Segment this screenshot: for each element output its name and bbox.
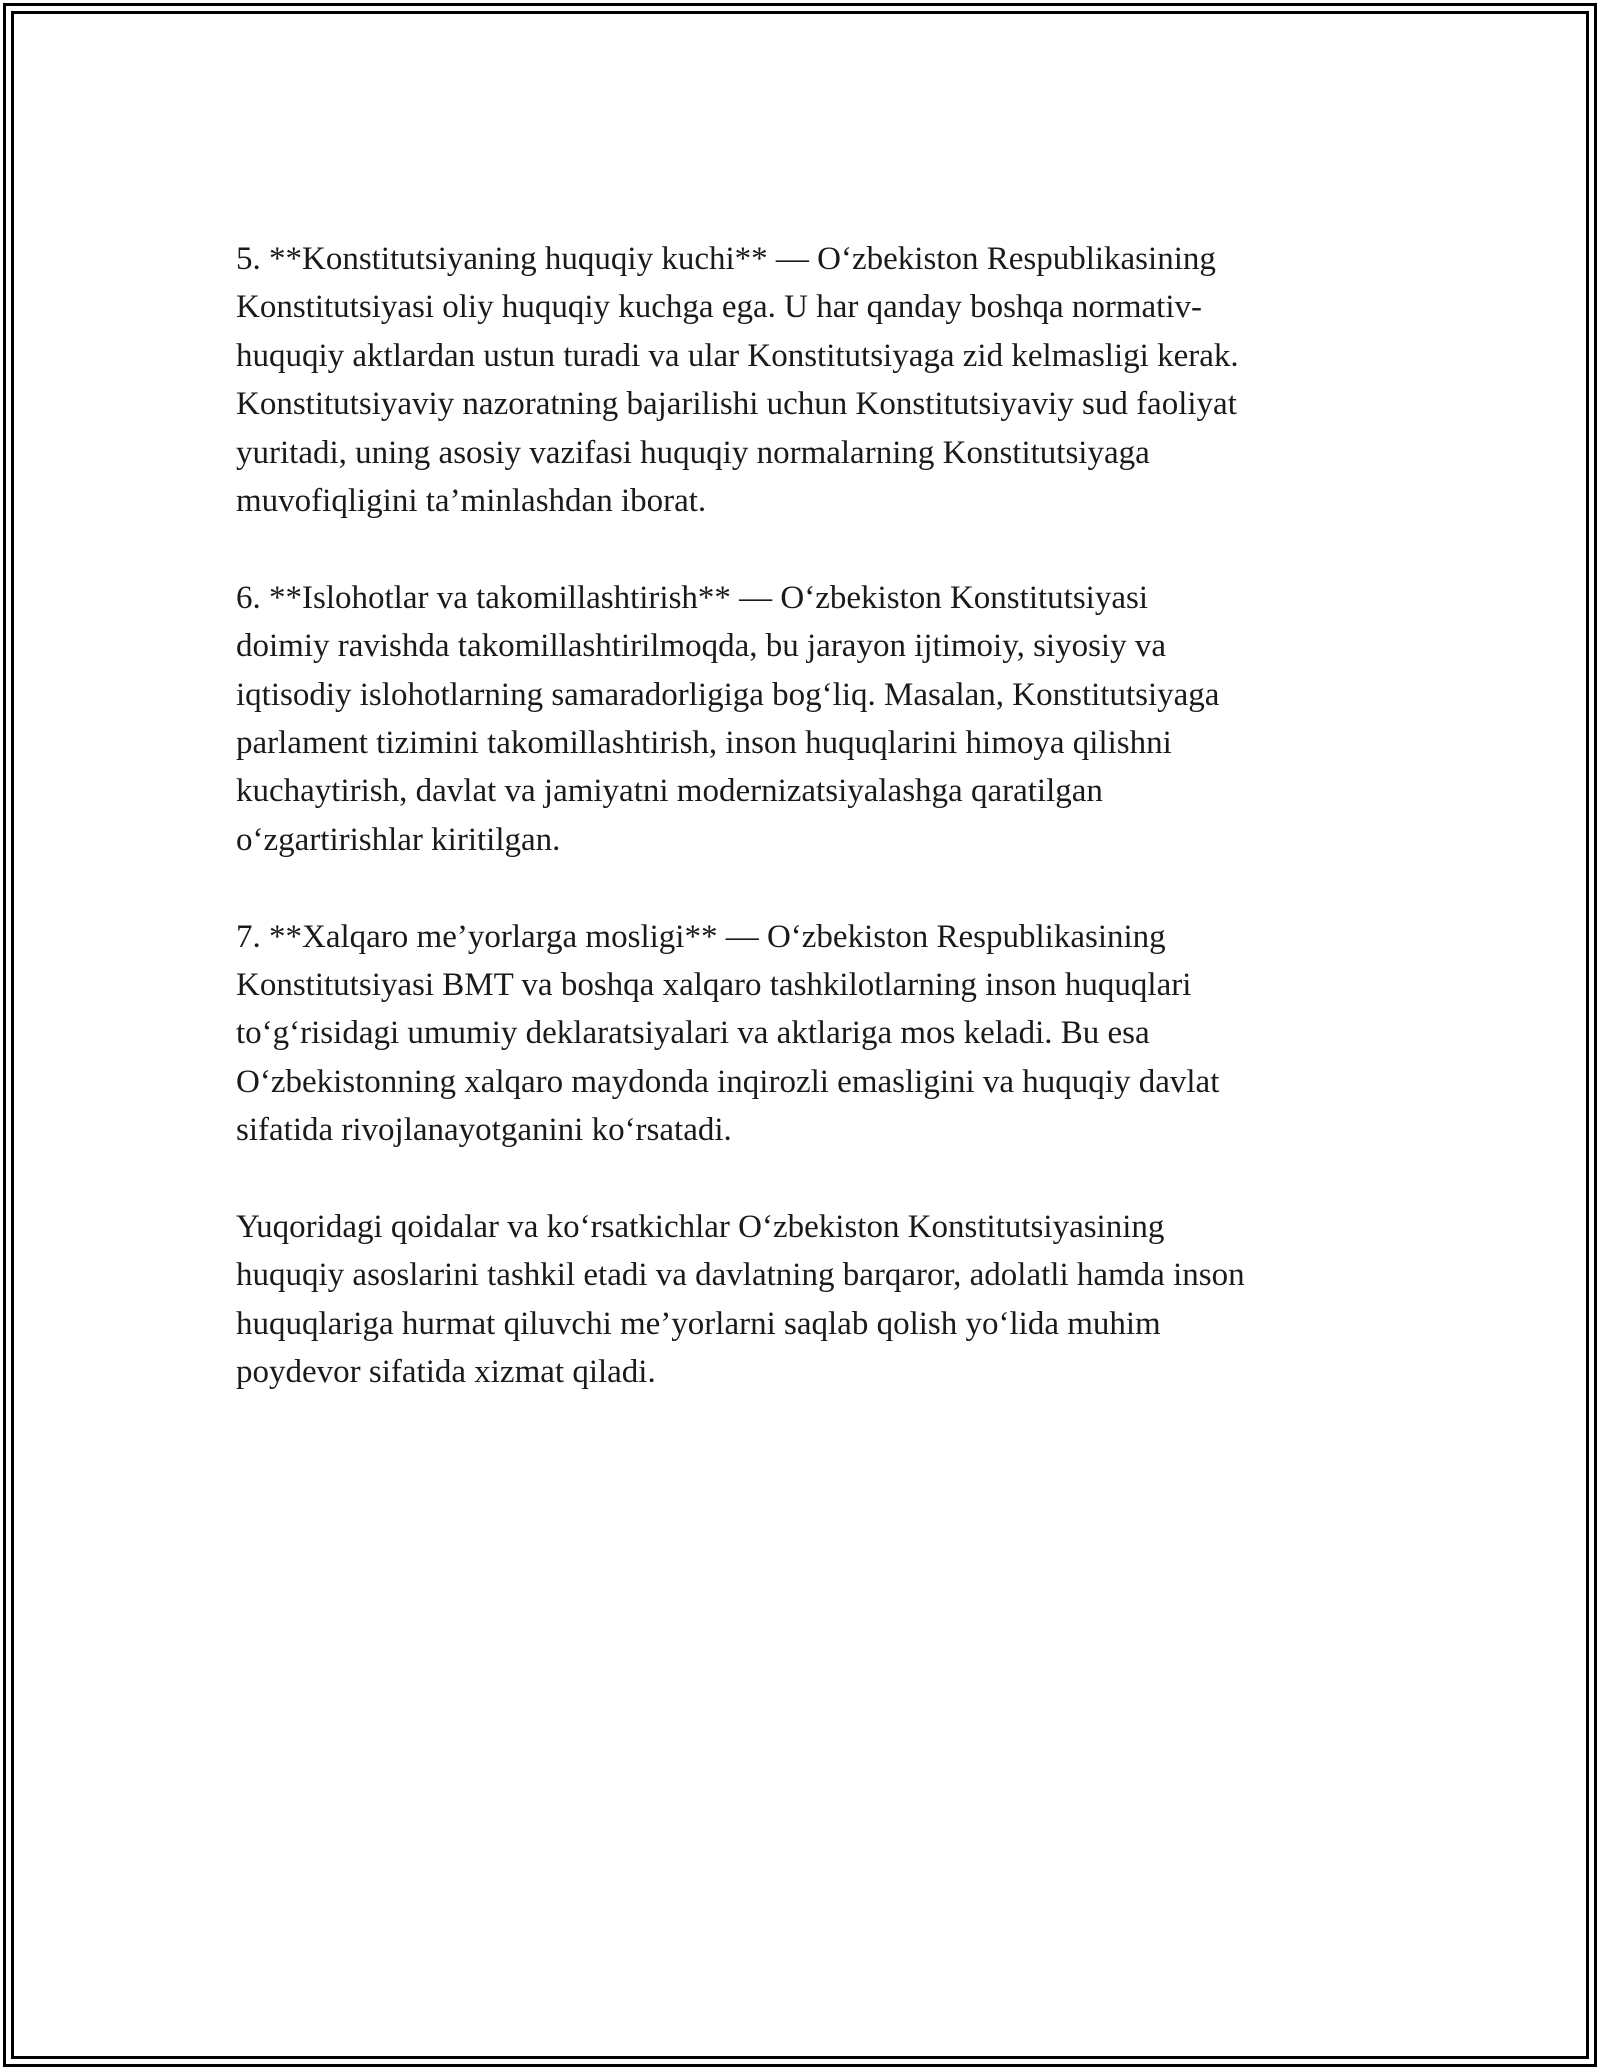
- text-line: huquqlariga hurmat qiluvchi me’yorlarni saqlab qolish yo‘lida muhim: [236, 1305, 1161, 1342]
- text-line: 6. **Islohotlar va takomillashtirish** — O‘zbekiston Konstitutsiyasi: [236, 579, 1148, 616]
- paragraph-section-5: [236, 235, 1376, 525]
- document-body: [236, 235, 1376, 1445]
- paragraph-conclusion: [236, 1203, 1376, 1397]
- text-line: doimiy ravishda takomillashtirilmoqda, bu jarayon ijtimoiy, siyosiy va: [236, 628, 1166, 665]
- text-line: sifatida rivojlanayotganini ko‘rsatadi.: [236, 1112, 732, 1149]
- text-line: Konstitutsiyasi oliy huquqiy kuchga ega. U har qanday boshqa normativ-: [236, 289, 1202, 326]
- text-line: poydevor sifatida xizmat qiladi.: [236, 1354, 656, 1391]
- text-line: huquqiy asoslarini tashkil etadi va davlatning barqaror, adolatli hamda inson: [236, 1257, 1245, 1294]
- text-line: o‘zgartirishlar kiritilgan.: [236, 821, 561, 858]
- text-line: to‘g‘risidagi umumiy deklaratsiyalari va aktlariga mos keladi. Bu esa: [236, 1015, 1150, 1052]
- text-line: huquqiy aktlardan ustun turadi va ular Konstitutsiyaga zid kelmasligi kerak.: [236, 337, 1239, 374]
- text-line: 7. **Xalqaro me’yorlarga mosligi** — O‘zbekiston Respublikasining: [236, 918, 1166, 955]
- text-line: muvofiqligini ta’minlashdan iborat.: [236, 483, 707, 520]
- text-line: parlament tizimini takomillashtirish, inson huquqlarini himoya qilishni: [236, 725, 1172, 762]
- text-line: yuritadi, uning asosiy vazifasi huquqiy normalarning Konstitutsiyaga: [236, 434, 1150, 471]
- text-line: O‘zbekistonning xalqaro maydonda inqirozli emasligini va huquqiy davlat: [236, 1063, 1220, 1100]
- text-line: 5. **Konstitutsiyaning huquqiy kuchi** — O‘zbekiston Respublikasining: [236, 241, 1216, 277]
- text-line: Yuqoridagi qoidalar va ko‘rsatkichlar O‘zbekiston Konstitutsiyasining: [236, 1209, 1165, 1246]
- text-line: kuchaytirish, davlat va jamiyatni modernizatsiyalashga qaratilgan: [236, 773, 1103, 810]
- text-line: Konstitutsiyaviy nazoratning bajarilishi uchun Konstitutsiyaviy sud faoliyat: [236, 386, 1237, 423]
- paragraph-section-7: [236, 913, 1376, 1155]
- text-line: Konstitutsiyasi BMT va boshqa xalqaro tashkilotlarning inson huquqlari: [236, 967, 1192, 1004]
- text-line: iqtisodiy islohotlarning samaradorligiga bog‘liq. Masalan, Konstitutsiyaga: [236, 676, 1220, 713]
- paragraph-section-6: [236, 574, 1376, 864]
